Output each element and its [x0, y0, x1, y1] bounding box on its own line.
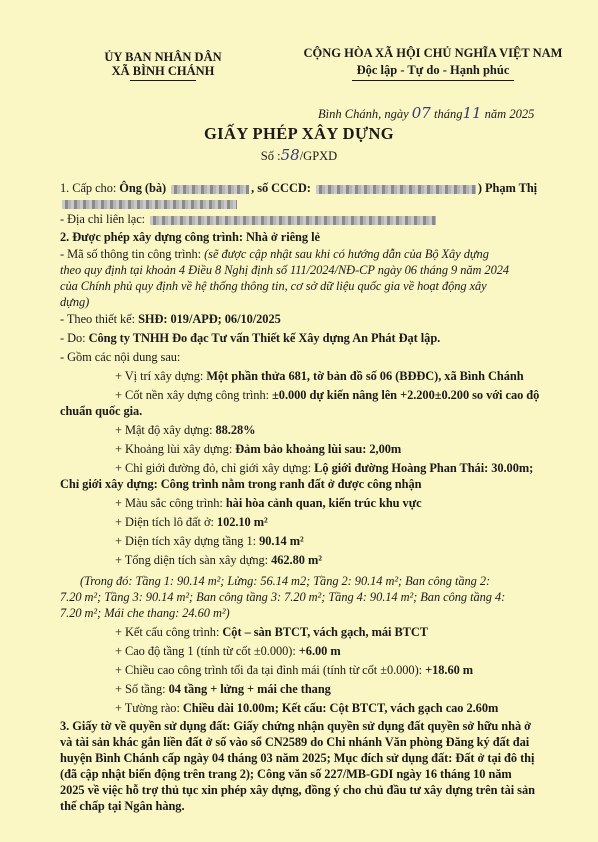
- org-line2: XÃ BÌNH CHÁNH: [111, 64, 215, 78]
- org-line1: ỦY BAN NHÂN DÂN: [104, 50, 222, 64]
- project-code-label: - Mã số thông tin công trình:: [60, 247, 205, 261]
- lot-area-line: [115, 515, 268, 530]
- setback-label: + Khoảng lùi xây dựng:: [115, 442, 236, 456]
- permit-number: [0, 146, 598, 164]
- elevation-line: [115, 388, 539, 403]
- permit-number-prefix: Số :: [260, 149, 281, 163]
- total-area-label: + Tổng diện tích sàn xây dựng:: [115, 553, 272, 567]
- contents-intro: - Gồm các nội dung sau:: [60, 350, 181, 364]
- grantee-line-2: [60, 196, 239, 211]
- fence-line: [115, 701, 498, 716]
- color-value: hài hòa cảnh quan, kiến trúc khu vực: [225, 496, 422, 510]
- density-line: [115, 423, 256, 438]
- nation-motto: Độc lập - Tự do - Hạnh phúc: [356, 63, 510, 77]
- design-value: SHĐ: 019/APĐ; 06/10/2025: [138, 312, 281, 326]
- issue-date: [318, 104, 534, 122]
- max-height-line: [115, 663, 473, 678]
- breakdown-3: 7.20 m²; Mái che thang: 24.60 m²): [60, 606, 230, 620]
- structure-label: + Kết cấu công trình:: [115, 625, 223, 639]
- designer-line: [60, 331, 440, 346]
- total-area-line: [115, 553, 322, 568]
- nation-title: CỘNG HÒA XÃ HỘI CHỦ NGHĨA VIỆT NAM: [303, 46, 563, 60]
- contact-address-line: [60, 212, 438, 227]
- grantee-line: [60, 181, 537, 196]
- road-value: Lộ giới đường Hoàng Phan Thái: 30.00m;: [314, 461, 534, 475]
- section3-line-6: thế chấp tại Ngân hàng.: [60, 799, 185, 813]
- road-line: [115, 461, 533, 476]
- project-code-text-4: dựng): [60, 295, 90, 309]
- location-value: Một phần thửa 681, tờ bản đồ số 06 (BĐĐC), xã Bình Chánh: [206, 369, 524, 383]
- fence-value: Chiều dài 10.00m; Kết cấu: Cột BTCT, vách gạch cao 2.60m: [182, 701, 499, 715]
- section3-line-4: (đã cập nhật biến động trên trang 2); Công văn số 227/MB-GDI ngày 16 tháng 10 năm: [60, 767, 512, 781]
- redacted-name: [171, 185, 249, 194]
- document-title: GIẤY PHÉP XÂY DỰNG: [203, 124, 395, 143]
- lot-area-value: 102.10 m²: [216, 515, 268, 529]
- org-underline: [130, 80, 196, 81]
- permit-number-value: 58: [280, 146, 300, 164]
- grantee-label: 1. Cấp cho:: [60, 181, 120, 195]
- lot-area-label: + Diện tích lô đất ở:: [115, 515, 217, 529]
- fence-label: + Tường rào:: [115, 701, 183, 715]
- elevation-value: ±0.000 dự kiến nâng lên +2.200±0.200 so với cao độ: [272, 388, 540, 402]
- section3-line-1: 3. Giấy tờ về quyền sử dụng đất: Giấy chứng nhận quyền sử dụng đất quyền sở hữu nhà ở: [60, 719, 531, 733]
- color-label: + Màu sắc công trình:: [115, 496, 226, 510]
- elevation-value-2: chuẩn quốc gia.: [60, 404, 143, 418]
- structure-value: Cột – sàn BTCT, vách gạch, mái BTCT: [222, 625, 428, 639]
- designer-label: - Do:: [60, 331, 89, 345]
- color-line: [115, 496, 422, 511]
- road-label: + Chỉ giới đường đỏ, chỉ giới xây dựng:: [115, 461, 315, 475]
- grantee-second-name: ) Phạm Thị: [477, 181, 538, 195]
- section3-line-3: huyện Bình Chánh cấp ngày 04 tháng 03 năm 2025; Mục đích sử dụng đất: Đất ở tại đô thị: [60, 751, 535, 765]
- motto-underline: [352, 80, 514, 81]
- project-code-text-1: (sẽ được cập nhật sau khi có hướng dẫn của Bộ Xây dựng: [204, 247, 489, 261]
- location-label: + Vị trí xây dựng:: [115, 369, 207, 383]
- id-label: , số CCCD:: [251, 181, 314, 195]
- floors-line: [115, 682, 331, 697]
- total-area-value: 462.80 m²: [271, 553, 322, 567]
- date-year: năm 2025: [484, 107, 535, 121]
- design-label: - Theo thiết kế:: [60, 312, 139, 326]
- section3-line-2: và tài sản khác gắn liền đất ở số vào sổ CN2589 do Chi nhánh Văn phòng Đăng ký đất đai: [60, 735, 530, 749]
- max-height-value: +18.60 m: [425, 663, 474, 677]
- structure-line: [115, 625, 428, 640]
- project-code-text-2: theo quy định tại khoản 4 Điều 8 Nghị định số 111/2024/NĐ-CP ngày 06 tháng 9 năm 2024: [60, 263, 510, 277]
- setback-line: [115, 442, 401, 457]
- road-value-2: Chỉ giới xây dựng: Công trình nằm trong ranh đất ở được công nhận: [60, 477, 422, 491]
- redacted-id: [316, 185, 476, 194]
- contact-address-label: - Địa chỉ liên lạc:: [60, 212, 149, 226]
- redacted-address: [150, 216, 436, 225]
- floors-label: + Số tầng:: [115, 682, 169, 696]
- setback-value: Đảm bảo khoảng lùi sau: 2,00m: [235, 442, 402, 456]
- floor1-height-line: [115, 644, 341, 659]
- floor1-area-value: 90.14 m²: [259, 534, 304, 548]
- date-month: 11: [462, 104, 482, 122]
- grantee-salutation: Ông (bà): [119, 181, 170, 195]
- density-label: + Mật độ xây dựng:: [115, 423, 216, 437]
- floor1-height-value: +6.00 m: [298, 644, 341, 658]
- breakdown-2: 7.20 m²; Tầng 3: 90.14 m²; Ban công tầng 3: 7.20 m²; Tầng 4: 90.14 m²; Ban công tầng 4:: [60, 590, 506, 604]
- project-code-text-3: của Chính phủ quy định về hệ thống thông tin, cơ sở dữ liệu quốc gia về hoạt động xây: [60, 279, 487, 293]
- section3-line-5: 2025 về việc hỗ trợ thủ tục xin phép xây dựng, đồng ý cho chủ đầu tư xây dựng trên tài sản: [60, 783, 535, 797]
- floor1-area-line: [115, 534, 304, 549]
- floor1-area-label: + Diện tích xây dựng tầng 1:: [115, 534, 260, 548]
- permit-number-suffix: /GPXD: [299, 149, 338, 163]
- redacted-name-2: [62, 200, 237, 209]
- project-code-line: [60, 247, 489, 262]
- designer-value: Công ty TNHH Đo đạc Tư vấn Thiết kế Xây dựng An Phát Đạt lập.: [88, 331, 441, 345]
- section2-heading: 2. Được phép xây dựng công trình: Nhà ở riêng lẻ: [60, 230, 320, 244]
- breakdown-1: (Trong đó: Tầng 1: 90.14 m²; Lửng: 56.14 m2; Tầng 2: 90.14 m²; Ban công tầng 2:: [80, 574, 491, 588]
- density-value: 88.28%: [215, 423, 256, 437]
- floor1-height-label: + Cao độ tầng 1 (tính từ cốt ±0.000):: [115, 644, 299, 658]
- location-line: [115, 369, 524, 384]
- design-line: [60, 312, 281, 327]
- floors-value: 04 tầng + lửng + mái che thang: [168, 682, 331, 696]
- date-day: 07: [411, 104, 431, 122]
- date-month-label: tháng: [433, 107, 463, 121]
- max-height-label: + Chiều cao công trình tối đa tại đỉnh mái (tính từ cốt ±0.000):: [115, 663, 426, 677]
- elevation-label: + Cốt nền xây dựng công trình:: [115, 388, 273, 402]
- date-place: Bình Chánh, ngày: [318, 107, 409, 121]
